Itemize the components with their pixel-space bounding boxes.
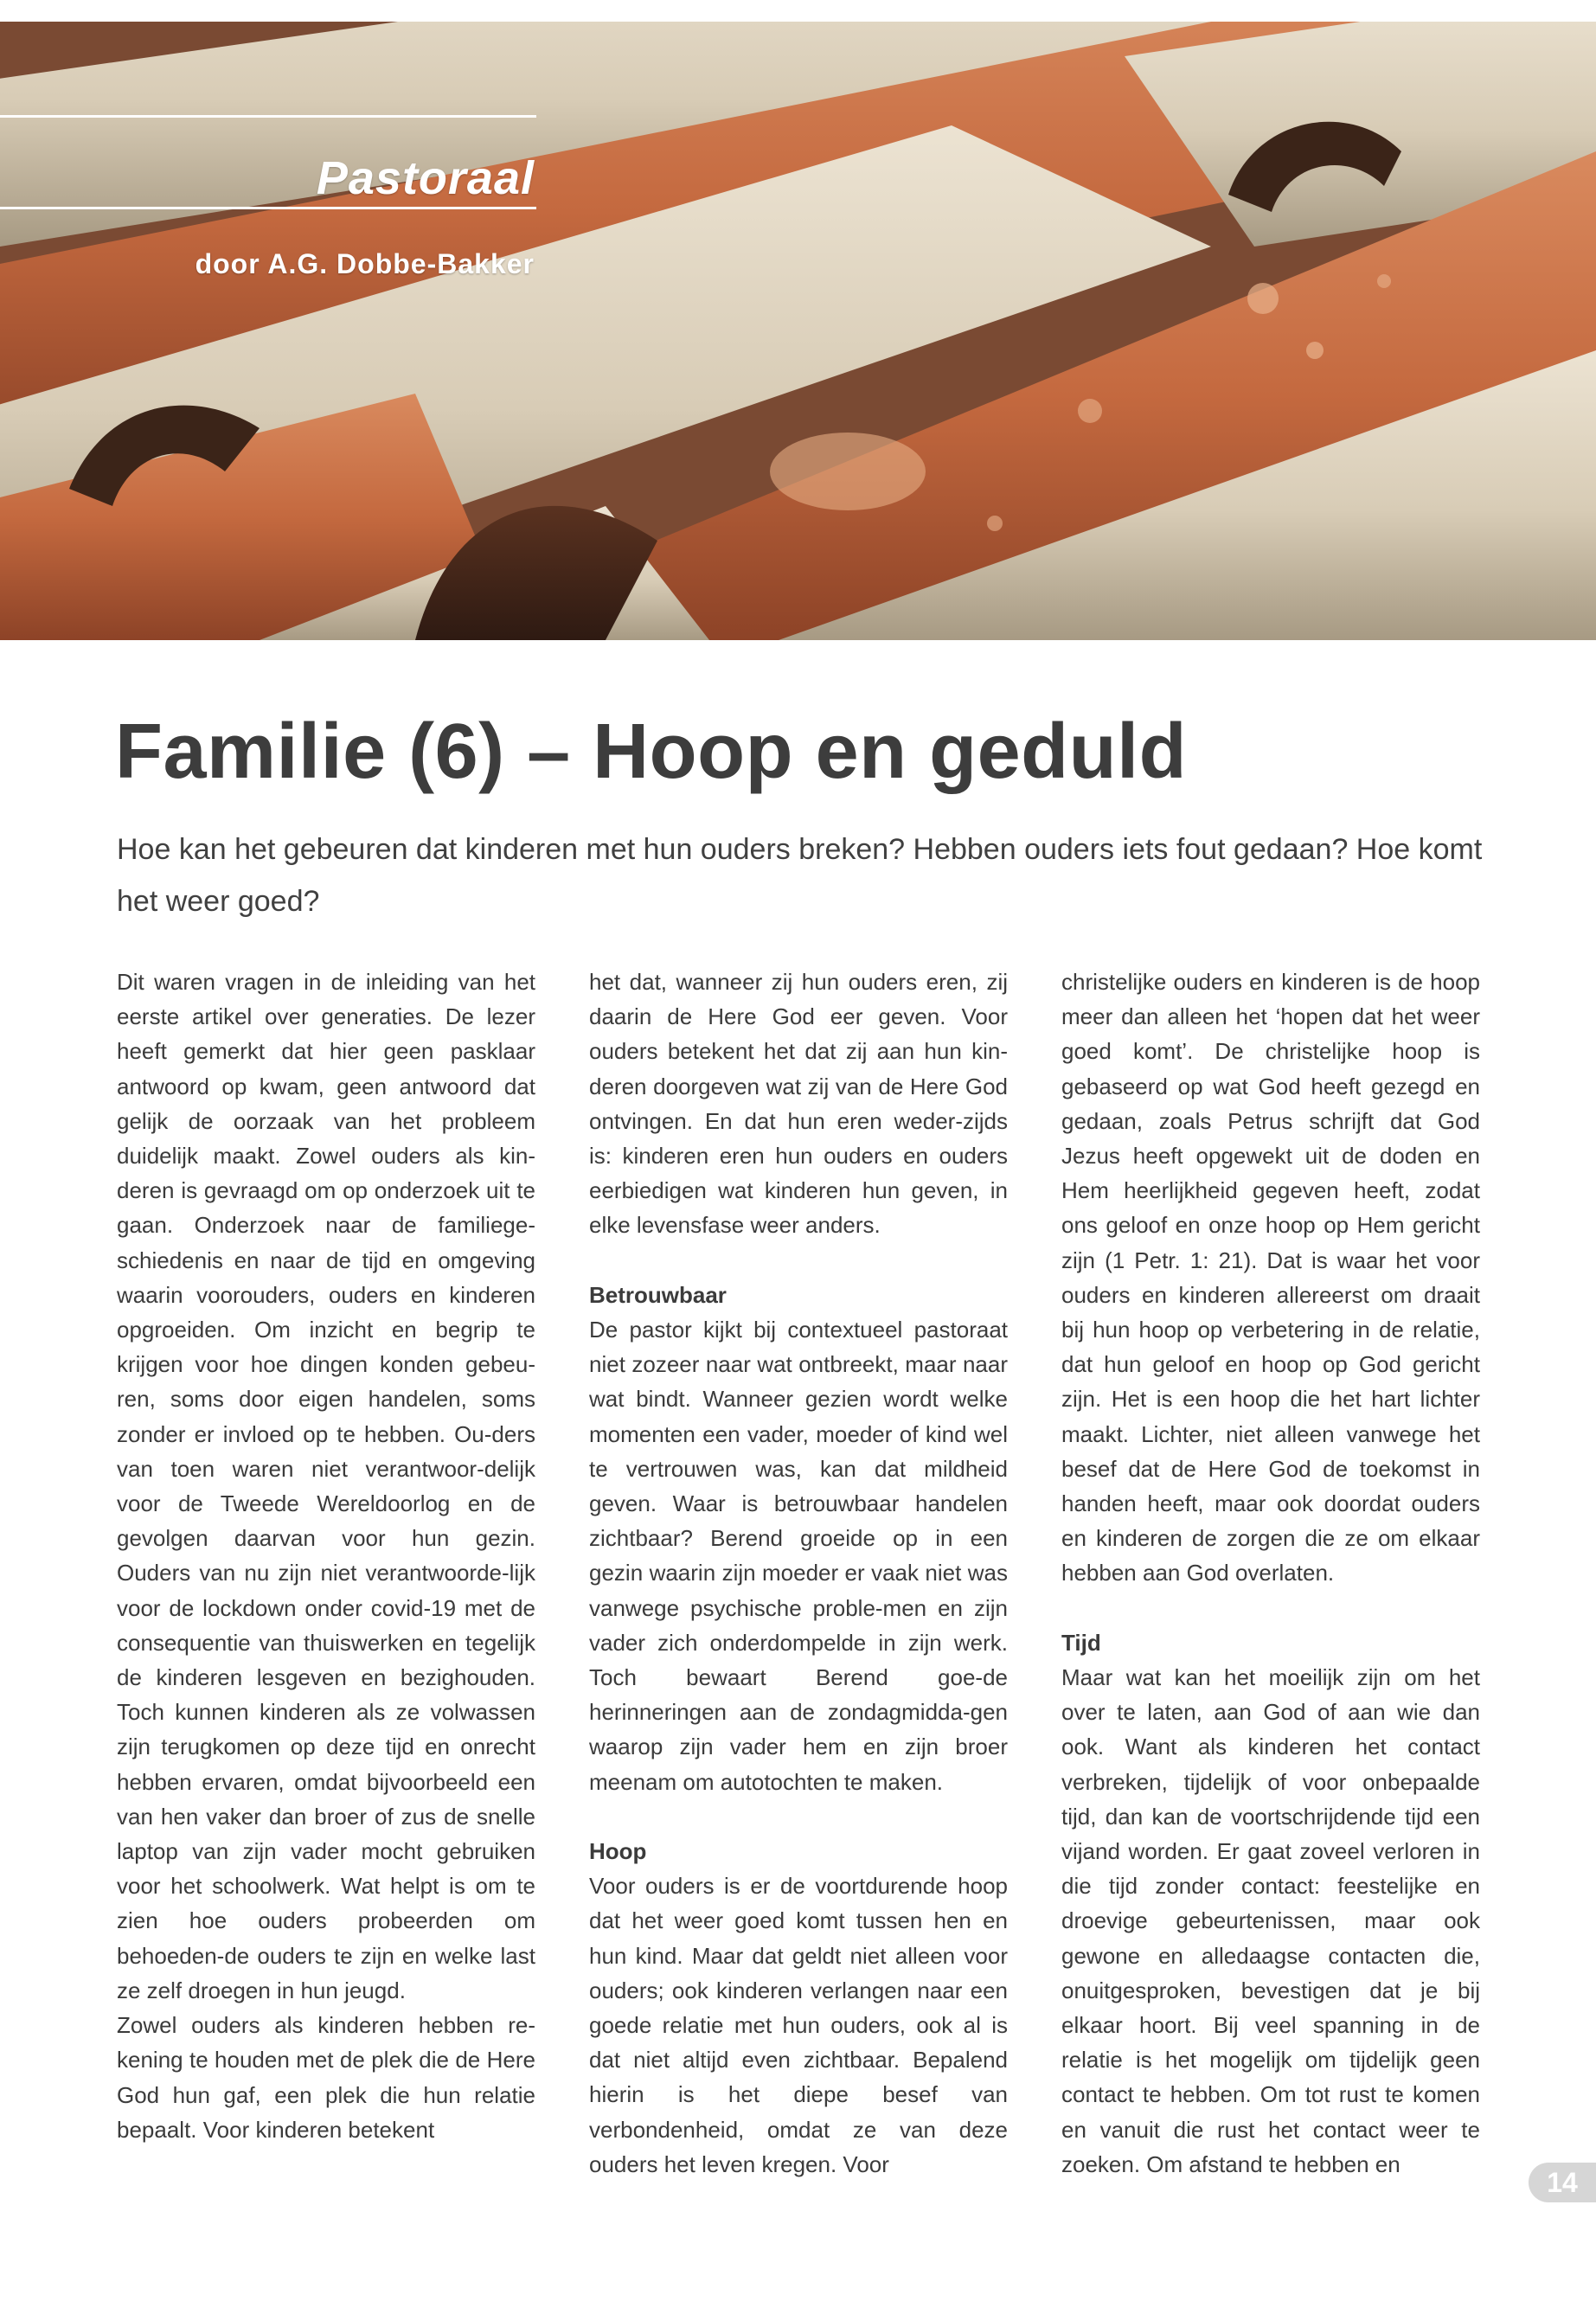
header-rule-bottom [0, 207, 536, 209]
header-rule-top [0, 115, 536, 118]
paragraph: Dit waren vragen in de inleiding van het eerste artikel over generaties. De lezer heeft gemerkt dat hier geen pasklaar antwoord op kwam, geen antwoord dat gelijk de oorzaak van het probleem duidelijk maakt. Zowel ouders als kin-deren is gevraagd om op onderzoek uit te gaan. Onderzoek naar de familiege-schiedenis en naar de tijd en omgeving waarin voorouders, ouders en kinderen opgroeiden. Om inzicht en begrip te krijgen voor hoe dingen konden gebeu-ren, soms door eigen handelen, soms zonder er invloed op te hebben. Ou-ders van toen waren niet verantwoor-delijk voor de Tweede Wereldoorlog en de gevolgen daarvan voor hun gezin. Ouders van nu zijn niet verantwoorde-lijk voor de lockdown onder covid-19 met de consequentie van thuiswerken en tegelijk de kinderen lesgeven en bezighouden. Toch kunnen kinderen als ze volwassen zijn terugkomen op deze tijd en onrecht hebben ervaren, omdat bijvoorbeeld een van hen vaker dan broer of zus de snelle laptop van zijn vader mocht gebruiken voor het schoolwerk. Wat helpt is om te zien hoe ouders probeerden om behoeden-de ouders te zijn en welke last ze zelf droegen in hun jeugd. [117, 969, 535, 2003]
header-photo [0, 22, 1596, 640]
article-lead: Hoe kan het gebeuren dat kinderen met hun ouders breken? Hebben ouders iets fout gedaan? Hoe komt het weer goed? [117, 833, 1483, 918]
column-3 [1061, 965, 1480, 2182]
paragraph: Zowel ouders als kinderen hebben re-kening te houden met de plek die de Here God hun gaf, een plek die hun relatie bepaalt. Voor kinderen betekent [117, 2012, 535, 2143]
subheading-tijd: Tijd [1061, 1629, 1101, 1656]
paragraph: christelijke ouders en kinderen is de hoop meer dan alleen het ‘hopen dat het weer goed komt’. De christelijke hoop is gebaseerd op wat God heeft gezegd en gedaan, zoals Petrus schrijft dat God Jezus heeft opgewekt uit de doden en Hem heerlijkheid gegeven heeft, zodat ons geloof en onze hoop op Hem gericht zijn (1 Petr. 1: 21). Dat is waar het voor ouders en kinderen allereerst om draait bij hun hoop op verbetering in de relatie, dat hun geloof en hoop op God gericht zijn. Het is een hoop die het hart lichter maakt. Lichter, niet alleen vanwege het besef dat de Here God de toekomst in handen heeft, maar ook doordat ouders en kinderen de zorgen die ze om elkaar hebben aan God overlaten. [1061, 969, 1480, 1586]
subheading-betrouwbaar: Betrouwbaar [589, 1281, 727, 1308]
column-1 [117, 965, 535, 2147]
column-2 [589, 965, 1008, 2182]
paragraph: De pastor kijkt bij contextueel pastoraat niet zozeer naar wat ontbreekt, maar naar wat bindt. Wanneer gezien wordt welke momenten een vader, moeder of kind wel te vertrouwen was, kan dat mildheid geven. Waar is betrouwbaar handelen zichtbaar? Berend groeide op in een gezin waarin zijn moeder er vaak niet was vanwege psychische proble-men en zijn vader zich onderdompelde in zijn werk. Toch bewaart Berend goe-de herinneringen aan de zondagmidda-gen waarop zijn vader hem en zijn broer meenam om autotochten te maken. [589, 1317, 1008, 1795]
paragraph: Maar wat kan het moeilijk zijn om het over te laten, aan God of aan wie dan ook. Want als kinderen het contact verbreken, tijdelijk of voor onbepaalde tijd, dan kan de voortschrijdende tijd een vijand worden. Er gaat zoveel verloren in die tijd zonder contact: feestelijke en droevige gebeurtenissen, maar ook gewone en alledaagse contacten die, onuitgesproken, bevestigen dat je bij elkaar hoort. Bij veel spanning in de relatie is het mogelijk om tijdelijk geen contact te hebben. Om tot rust te komen en vanuit die rust het contact weer te zoeken. Om afstand te hebben en [1061, 1664, 1480, 2177]
paragraph: Voor ouders is er de voortdurende hoop dat het weer goed komt tussen hen en hun kind. Maar dat geldt niet alleen voor ouders; ook kinderen verlangen naar een goede relatie met hun ouders, ook al is dat niet altijd even zichtbaar. Bepalend hierin is het diepe besef van verbondenheid, omdat ze van deze ouders het leven kregen. Voor [589, 1873, 1008, 2177]
article-title: Familie (6) – Hoop en geduld [115, 708, 1188, 795]
page-number: 14 [1529, 2163, 1596, 2202]
subheading-hoop: Hoop [589, 1838, 647, 1865]
section-title: Pastoraal [316, 152, 535, 204]
paragraph: het dat, wanneer zij hun ouders eren, zij daarin de Here God eer geven. Voor ouders betekent het dat zij aan hun kin-deren doorgeven wat zij van de Here God ontvingen. En dat hun eren weder-zijds is: kinderen eren hun ouders en ouders eerbiedigen wat kinderen hun geven, in elke levensfase weer anders. [589, 969, 1008, 1239]
byline: door A.G. Dobbe-Bakker [195, 248, 535, 279]
